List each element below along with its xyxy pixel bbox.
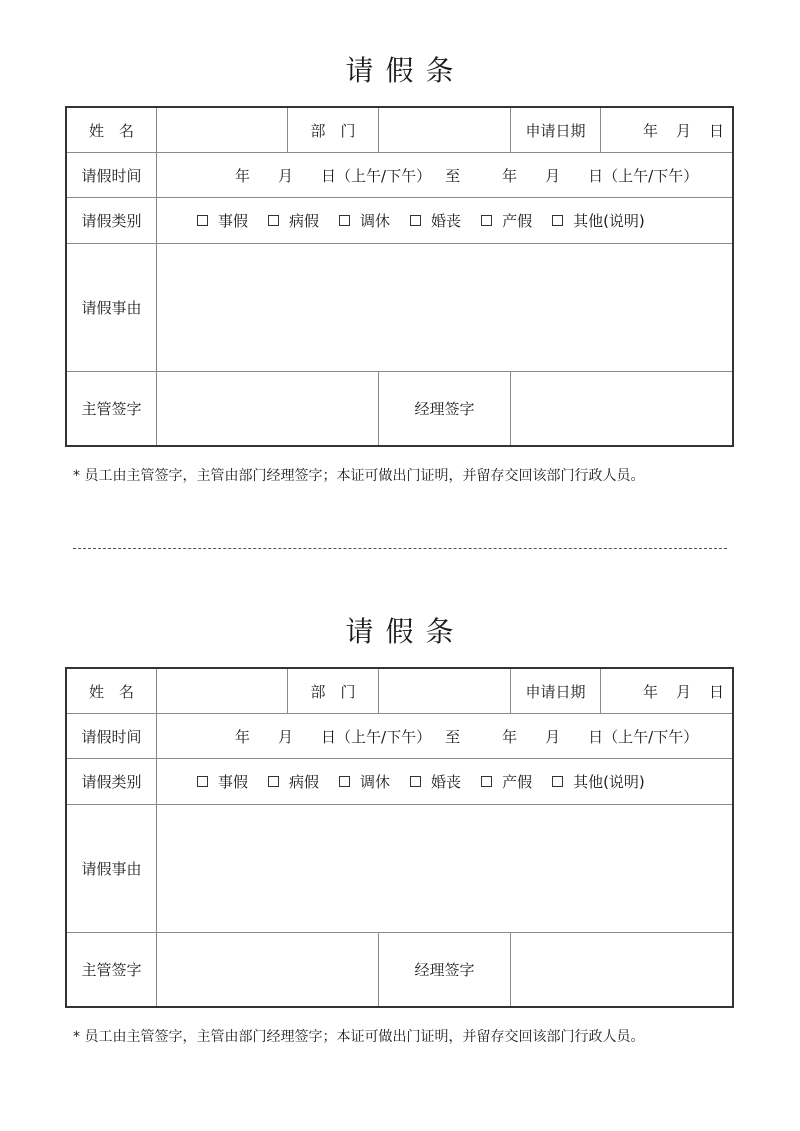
leave-type-label: 请假类别 xyxy=(67,759,157,805)
category-option[interactable]: 调休 xyxy=(339,210,390,231)
checkbox-icon[interactable] xyxy=(481,215,492,226)
category-option[interactable]: 产假 xyxy=(481,210,532,231)
end-month-unit: 月 xyxy=(545,166,561,185)
checkbox-icon[interactable] xyxy=(552,776,563,787)
end-year-unit: 年 xyxy=(502,727,518,746)
to-label: 至 xyxy=(445,727,461,746)
day-unit: 日 xyxy=(708,121,724,140)
checkbox-icon[interactable] xyxy=(481,776,492,787)
leave-form-2 xyxy=(65,611,734,1046)
department-field[interactable] xyxy=(379,669,511,714)
apply-date-label: 申请日期 xyxy=(511,669,601,714)
name-label: 姓 名 xyxy=(67,669,157,714)
start-ampm: （上午/下午） xyxy=(336,166,432,185)
leave-type-options xyxy=(157,198,732,244)
checkbox-icon[interactable] xyxy=(339,776,350,787)
category-option[interactable]: 其他(说明) xyxy=(552,771,645,792)
director-sign-label: 经理签字 xyxy=(379,372,511,445)
leave-time-field[interactable] xyxy=(157,153,732,198)
leave-reason-field[interactable] xyxy=(157,244,732,372)
apply-date-label: 申请日期 xyxy=(511,108,601,153)
category-option[interactable]: 婚丧 xyxy=(410,771,461,792)
apply-date-field[interactable] xyxy=(601,108,732,153)
form-note: * 员工由主管签字，主管由部门经理签字；本证可做出门证明，并留存交回该部门行政人员。 xyxy=(73,1029,645,1045)
leave-type-label: 请假类别 xyxy=(67,198,157,244)
checkbox-icon[interactable] xyxy=(268,776,279,787)
manager-sign-label: 主管签字 xyxy=(67,372,157,445)
category-option[interactable]: 病假 xyxy=(268,210,319,231)
end-ampm: （上午/下午） xyxy=(603,727,699,746)
apply-date-field[interactable] xyxy=(601,669,732,714)
checkbox-icon[interactable] xyxy=(410,776,421,787)
department-label: 部 门 xyxy=(288,108,379,153)
category-option[interactable]: 产假 xyxy=(481,771,532,792)
leave-reason-label: 请假事由 xyxy=(67,244,157,372)
end-month-unit: 月 xyxy=(545,727,561,746)
start-day-unit: 日 xyxy=(321,166,337,185)
checkbox-icon[interactable] xyxy=(197,776,208,787)
to-label: 至 xyxy=(445,166,461,185)
director-sign-label: 经理签字 xyxy=(379,933,511,1006)
category-option[interactable]: 其他(说明) xyxy=(552,210,645,231)
month-unit: 月 xyxy=(675,682,691,701)
form-title: 请假条 xyxy=(345,54,466,87)
form-note: * 员工由主管签字，主管由部门经理签字；本证可做出门证明，并留存交回该部门行政人员。 xyxy=(73,468,645,484)
leave-time-field[interactable] xyxy=(157,714,732,759)
end-year-unit: 年 xyxy=(502,166,518,185)
end-day-unit: 日 xyxy=(588,166,604,185)
name-label: 姓 名 xyxy=(67,108,157,153)
name-field[interactable] xyxy=(157,108,288,153)
end-day-unit: 日 xyxy=(588,727,604,746)
checkbox-icon[interactable] xyxy=(339,215,350,226)
cut-line xyxy=(73,548,727,549)
month-unit: 月 xyxy=(675,121,691,140)
category-option[interactable]: 病假 xyxy=(268,771,319,792)
end-ampm: （上午/下午） xyxy=(603,166,699,185)
category-option[interactable]: 事假 xyxy=(197,210,248,231)
checkbox-icon[interactable] xyxy=(197,215,208,226)
start-day-unit: 日 xyxy=(321,727,337,746)
start-year-unit: 年 xyxy=(235,166,251,185)
leave-form-1 xyxy=(65,50,734,485)
manager-sign-field[interactable] xyxy=(157,933,379,1006)
manager-sign-label: 主管签字 xyxy=(67,933,157,1006)
leave-time-label: 请假时间 xyxy=(67,714,157,759)
year-unit: 年 xyxy=(642,682,658,701)
leave-reason-field[interactable] xyxy=(157,805,732,933)
checkbox-icon[interactable] xyxy=(268,215,279,226)
start-month-unit: 月 xyxy=(278,727,294,746)
department-field[interactable] xyxy=(379,108,511,153)
checkbox-icon[interactable] xyxy=(410,215,421,226)
leave-form-table xyxy=(65,106,734,447)
leave-time-label: 请假时间 xyxy=(67,153,157,198)
department-label: 部 门 xyxy=(288,669,379,714)
name-field[interactable] xyxy=(157,669,288,714)
category-option[interactable]: 调休 xyxy=(339,771,390,792)
form-title: 请假条 xyxy=(345,615,466,648)
leave-type-options xyxy=(157,759,732,805)
category-option[interactable]: 事假 xyxy=(197,771,248,792)
leave-form-table xyxy=(65,667,734,1008)
start-month-unit: 月 xyxy=(278,166,294,185)
leave-reason-label: 请假事由 xyxy=(67,805,157,933)
category-option[interactable]: 婚丧 xyxy=(410,210,461,231)
start-ampm: （上午/下午） xyxy=(336,727,432,746)
year-unit: 年 xyxy=(642,121,658,140)
manager-sign-field[interactable] xyxy=(157,372,379,445)
start-year-unit: 年 xyxy=(235,727,251,746)
checkbox-icon[interactable] xyxy=(552,215,563,226)
day-unit: 日 xyxy=(708,682,724,701)
